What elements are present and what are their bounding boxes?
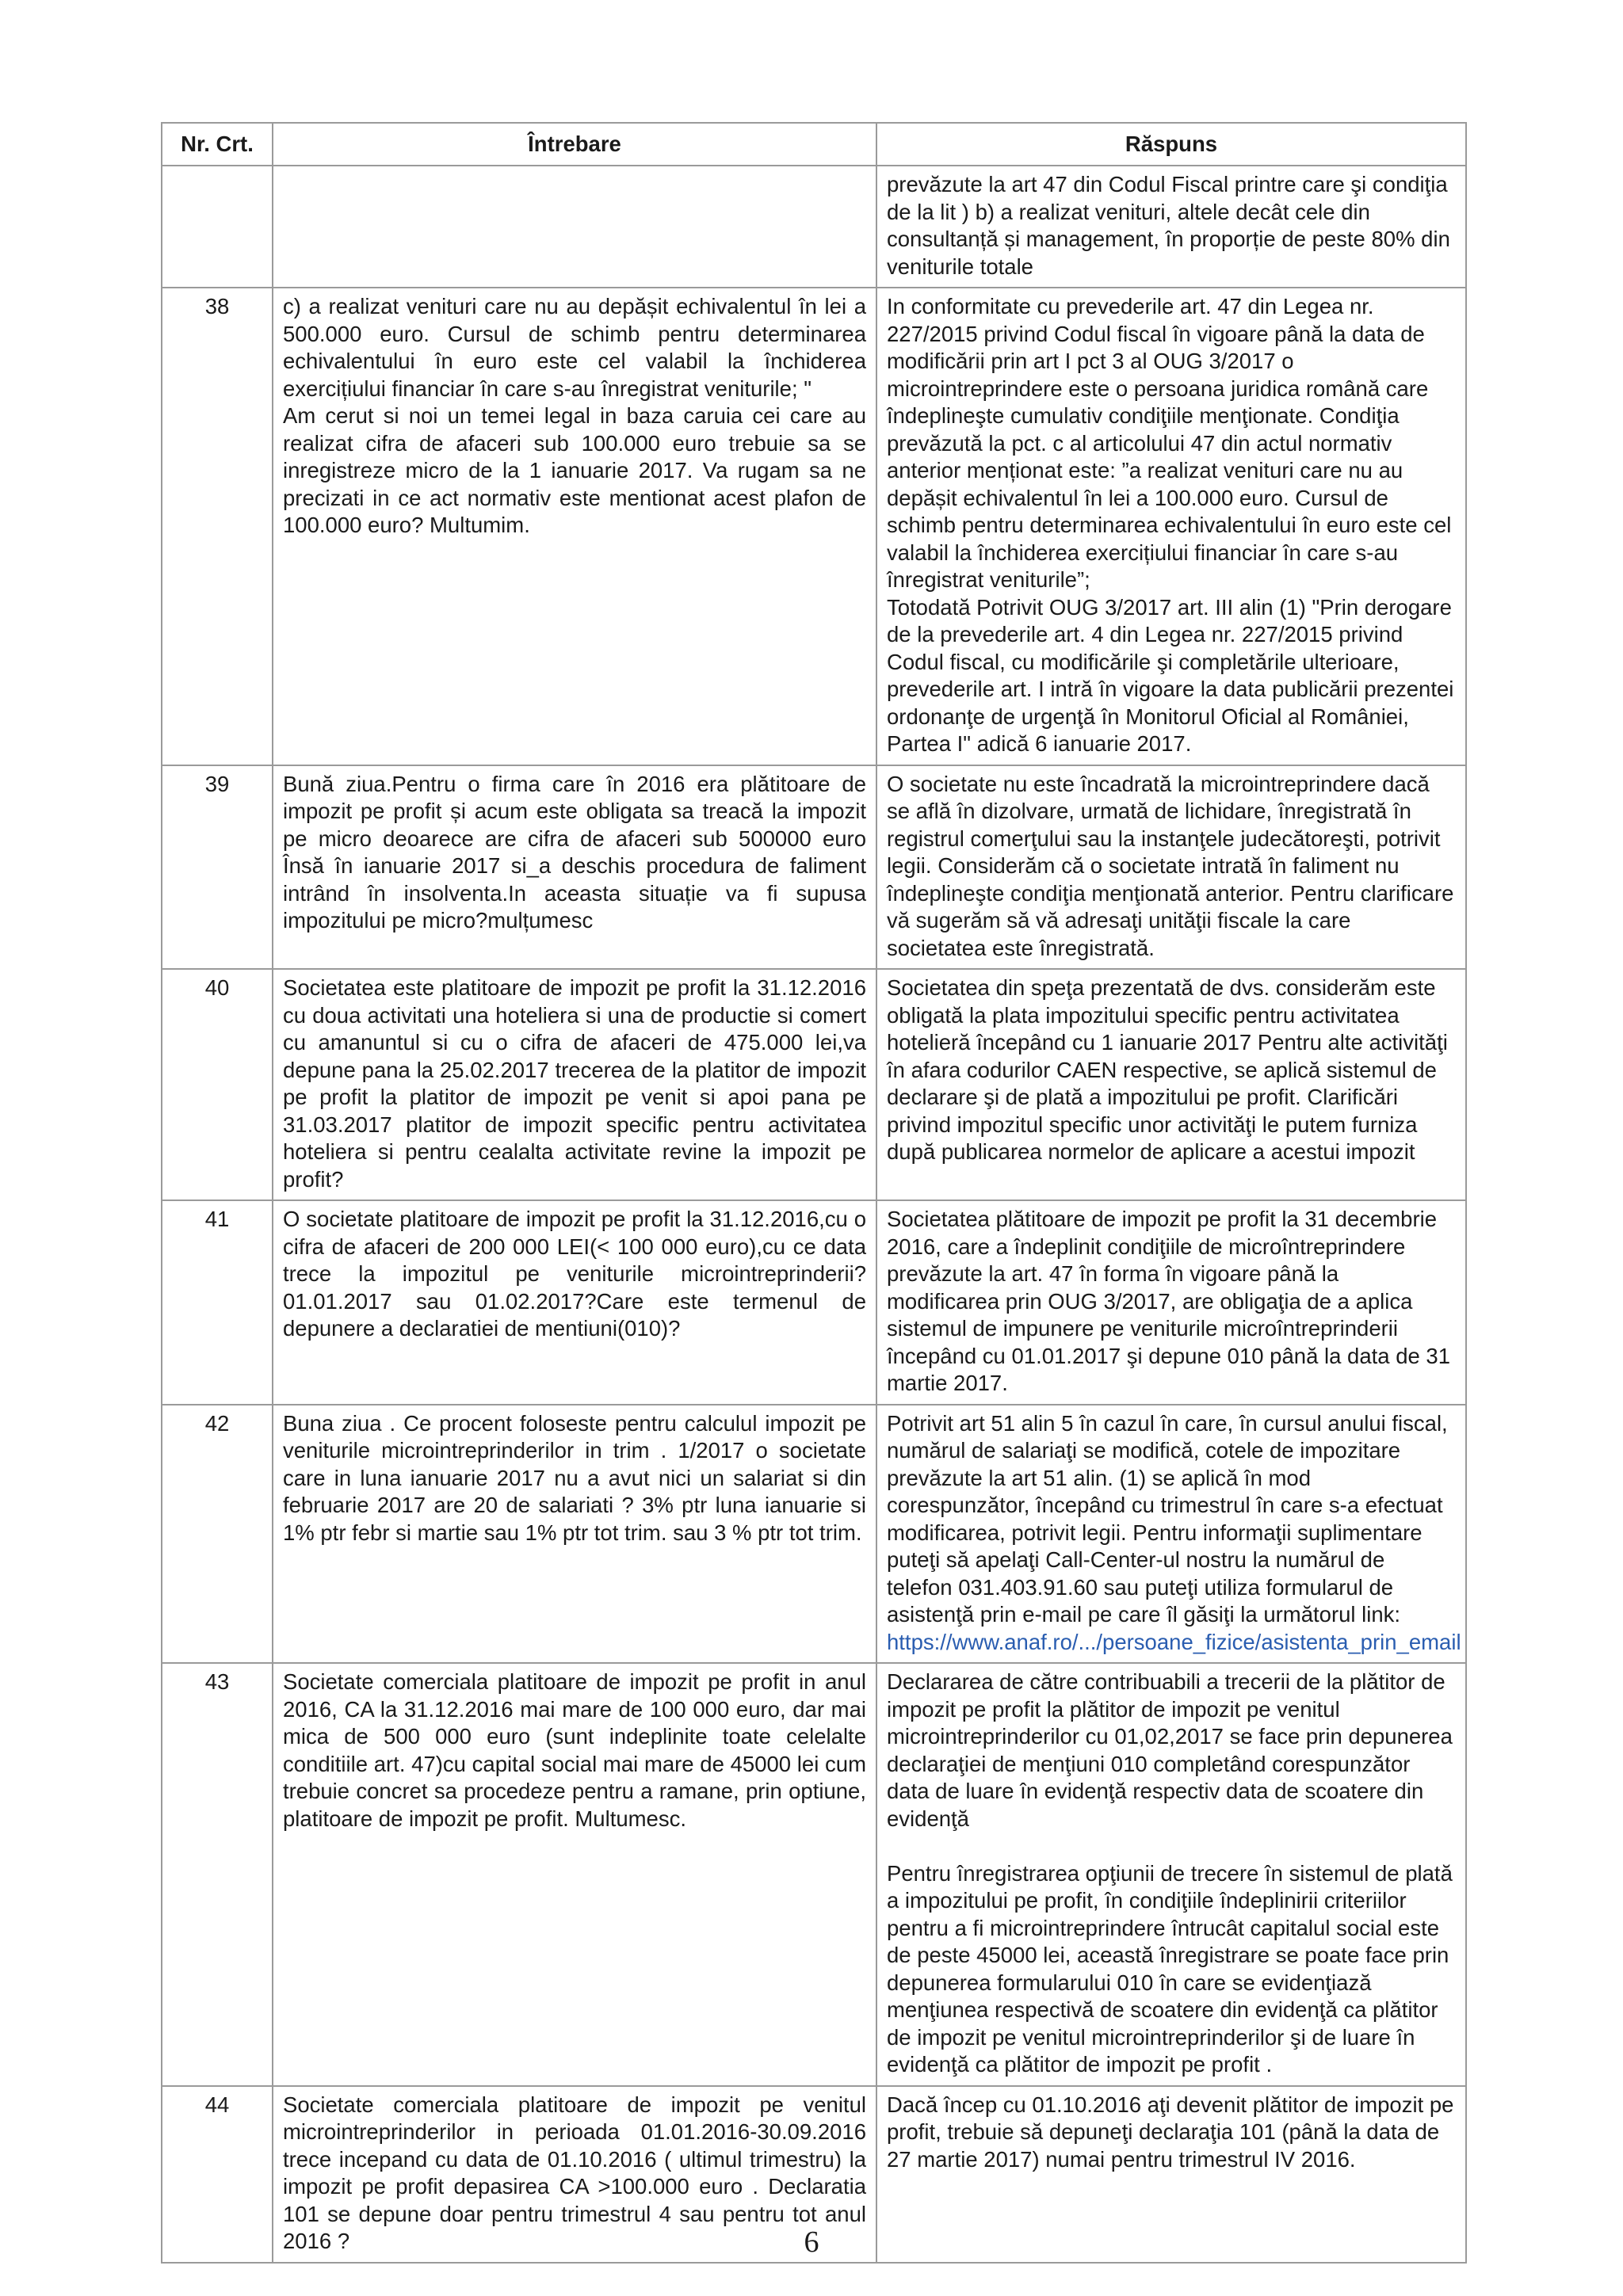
cell-nr: 39 bbox=[162, 765, 273, 970]
table-row bbox=[162, 969, 1466, 1200]
table-row bbox=[162, 1663, 1466, 2086]
page-number: 6 bbox=[804, 2225, 819, 2259]
cell-answer: Declararea de către contribuabili a trecerii de la plătitor de impozit pe profit la plătitor de impozit pe venitul microintreprinderilor cu 01,02,2017 se face prin depunerea declaraţiei de menţiuni 010 completând corespunzător data de luare în evidenţă respectiv data de scoatere din evidenţă Pentru înregistrarea opţiunii de trecere în sistemul de plată a impozitului pe profit, în condiţiile îndeplinirii criteriilor pentru a fi microintreprindere întrucât capitalul social este de peste 45000 lei, această înregistrare se poate face prin depunerea formularului 010 în care se evidenţiază menţiunea respectivă de scoatere din evidenţă ca plătitor de impozit pe venitul microintreprinderilor şi de luare în evidenţă ca plătitor de impozit pe profit . bbox=[876, 1663, 1466, 2086]
cell-answer: O societate nu este încadrată la microintreprindere dacă se află în dizolvare, urmată de lichidare, înregistrată în registrul comerţului sau la instanţele judecătoreşti, potrivit legii. Considerăm că o societate intrată în faliment nu îndeplineşte condiţia menţionată anterior. Pentru clarificare vă sugerăm să vă adresaţi unităţii fiscale la care societatea este înregistrată. bbox=[876, 765, 1466, 970]
table-row bbox=[162, 765, 1466, 970]
cell-answer-with-link bbox=[876, 1405, 1466, 1664]
cell-question: Societate comerciala platitoare de impozit pe venitul microintreprinderilor in perioada 01.01.2016-30.09.2016 trece incepand cu data de 01.10.2016 ( ultimul trimestru) la impozit pe profit depasirea CA >100.000 euro . Declaratia 101 se depune doar pentru trimestrul 4 sau pentru tot anul 2016 ? bbox=[273, 2086, 876, 2263]
cell-answer: Societatea din speţa prezentată de dvs. considerăm este obligată la plata impozitului specific pentru activitatea hotelieră începând cu 1 ianuarie 2017 Pentru alte activităţi în afara codurilor CAEN respective, se aplică sistemul de declarare şi de plată a impozitului pe profit. Clarificări privind impozitul specific unor activităţi le putem furniza după publicarea normelor de aplicare a acestui impozit bbox=[876, 969, 1466, 1200]
cell-nr: 43 bbox=[162, 1663, 273, 2086]
header-question: Întrebare bbox=[273, 123, 876, 166]
cell-question: Bună ziua.Pentru o firma care în 2016 era plătitoare de impozit pe profit și acum este obligata sa treacă la impozit pe micro deoarece are cifra de afaceri sub 500000 euro Însă în ianuarie 2017 si_a deschis procedura de faliment intrând în insolventa.In aceasta situație va fi supusa impozitului pe micro?mulțumesc bbox=[273, 765, 876, 970]
cell-nr: 41 bbox=[162, 1200, 273, 1405]
cell-nr: 40 bbox=[162, 969, 273, 1200]
table-row-continuation bbox=[162, 166, 1466, 288]
header-nr: Nr. Crt. bbox=[162, 123, 273, 166]
cell-answer-continuation: prevăzute la art 47 din Codul Fiscal printre care şi condiţia de la lit ) b) a realizat venituri, altele decât cele din consultanță și management, în proporție de peste 80% din veniturile totale bbox=[876, 166, 1466, 288]
table-row bbox=[162, 1405, 1466, 1664]
cell-nr-empty bbox=[162, 166, 273, 288]
qa-table bbox=[161, 122, 1467, 2264]
cell-question: Societatea este platitoare de impozit pe profit la 31.12.2016 cu doua activitati una hoteliera si una de productie si comert cu amanuntul si cu o cifra de afaceri de 475.000 lei,va depune pana la 25.02.2017 trecerea de la platitor de impozit pe profit la platitor de impozit pe venit si apoi pana pe 31.03.2017 platitor de impozit specific pentru activitatea hoteliera si pentru cealalta activitate revine la impozit pe profit? bbox=[273, 969, 876, 1200]
table-row bbox=[162, 1200, 1466, 1405]
table-header-row bbox=[162, 123, 1466, 166]
asistenta-email-link[interactable]: https://www.anaf.ro/.../persoane_fizice/asistenta_prin_email bbox=[887, 1629, 1461, 1654]
cell-question: O societate platitoare de impozit pe profit la 31.12.2016,cu o cifra de afaceri de 200 000 LEI(< 100 000 euro),cu ce data trece la impozitul pe veniturile microintreprinderii?01.01.2017 sau 01.02.2017?Care este termenul de depunere a declaratiei de mentiuni(010)? bbox=[273, 1200, 876, 1405]
cell-nr: 42 bbox=[162, 1405, 273, 1664]
answer-text: Potrivit art 51 alin 5 în cazul în care, în cursul anului fiscal, numărul de salariaţi se modifică, cotele de impozitare prevăzute la art 51 alin. (1) se aplică în mod corespunzător, începând cu trimestrul în care s-a efectuat modificarea, potrivit legii. Pentru informaţii suplimentare puteţi să apelaţi Call-Center-ul nostru la numărul de telefon 031.403.91.60 sau puteţi utiliza formularul de asistenţă prin e-mail pe care îl găsiţi la următorul link: bbox=[887, 1410, 1448, 1627]
cell-question: c) a realizat venituri care nu au depășit echivalentul în lei a 500.000 euro. Cursul de schimb pentru determinarea echivalentului în euro este cel valabil la închiderea exercițiului financiar în care s-au înregistrat veniturile; " Am cerut si noi un temei legal in baza caruia cei care au realizat cifra de afaceri sub 100.000 euro trebuie sa se inregistreze micro de la 1 ianuarie 2017. Va rugam sa ne precizati in ce act normativ este mentionat acest plafon de 100.000 euro? Multumim. bbox=[273, 288, 876, 765]
cell-answer: In conformitate cu prevederile art. 47 din Legea nr. 227/2015 privind Codul fiscal în vigoare până la data de modificării prin art I pct 3 al OUG 3/2017 o microintreprindere este o persoana juridica română care îndeplineşte cumulativ condiţiile menţionate. Condiţia prevăzută la pct. c al articolului 47 din actul normativ anterior menționat este: ”a realizat venituri care nu au depășit echivalentul în lei a 100.000 euro. Cursul de schimb pentru determinarea echivalentului în euro este cel valabil la închiderea exercițiului financiar în care s-au înregistrat veniturile”; Totodată Potrivit OUG 3/2017 art. III alin (1) "Prin derogare de la prevederile art. 4 din Legea nr. 227/2015 privind Codul fiscal, cu modificările şi completările ulterioare, prevederile art. I intră în vigoare la data publicării prezentei ordonanţe de urgenţă în Monitorul Oficial al României, Partea I" adică 6 ianuarie 2017. bbox=[876, 288, 1466, 765]
cell-question: Societate comerciala platitoare de impozit pe profit in anul 2016, CA la 31.12.2016 mai mare de 100 000 euro, dar mai mica de 500 000 euro (sunt indeplinite toate celelalte conditiile art. 47)cu capital social mai mare de 45000 lei cum trebuie concret sa procedeze pentru a ramane, prin optiune, platitoare de impozit pe profit. Multumesc. bbox=[273, 1663, 876, 2086]
cell-question: Buna ziua . Ce procent foloseste pentru calculul impozit pe veniturile microintreprinderilor in trim . 1/2017 o societate care in luna ianuarie 2017 nu a avut nici un salariat si din februarie 2017 are 20 de salariati ? 3% ptr luna ianuarie si 1% ptr febr si martie sau 1% ptr tot trim. sau 3 % ptr tot trim. bbox=[273, 1405, 876, 1664]
cell-answer: Dacă încep cu 01.10.2016 aţi devenit plătitor de impozit pe profit, trebuie să depuneţi declaraţia 101 (până la data de 27 martie 2017) numai pentru trimestrul IV 2016. bbox=[876, 2086, 1466, 2263]
cell-nr: 44 bbox=[162, 2086, 273, 2263]
table-row bbox=[162, 288, 1466, 765]
cell-question-empty bbox=[273, 166, 876, 288]
header-answer: Răspuns bbox=[876, 123, 1466, 166]
cell-answer: Societatea plătitoare de impozit pe profit la 31 decembrie 2016, care a îndeplinit condiţiile de microîntreprindere prevăzute la art. 47 în forma în vigoare până la modificarea prin OUG 3/2017, are obligaţia de a aplica sistemul de impunere pe veniturile microîntreprinderii începând cu 01.01.2017 şi depune 010 până la data de 31 martie 2017. bbox=[876, 1200, 1466, 1405]
cell-nr: 38 bbox=[162, 288, 273, 765]
